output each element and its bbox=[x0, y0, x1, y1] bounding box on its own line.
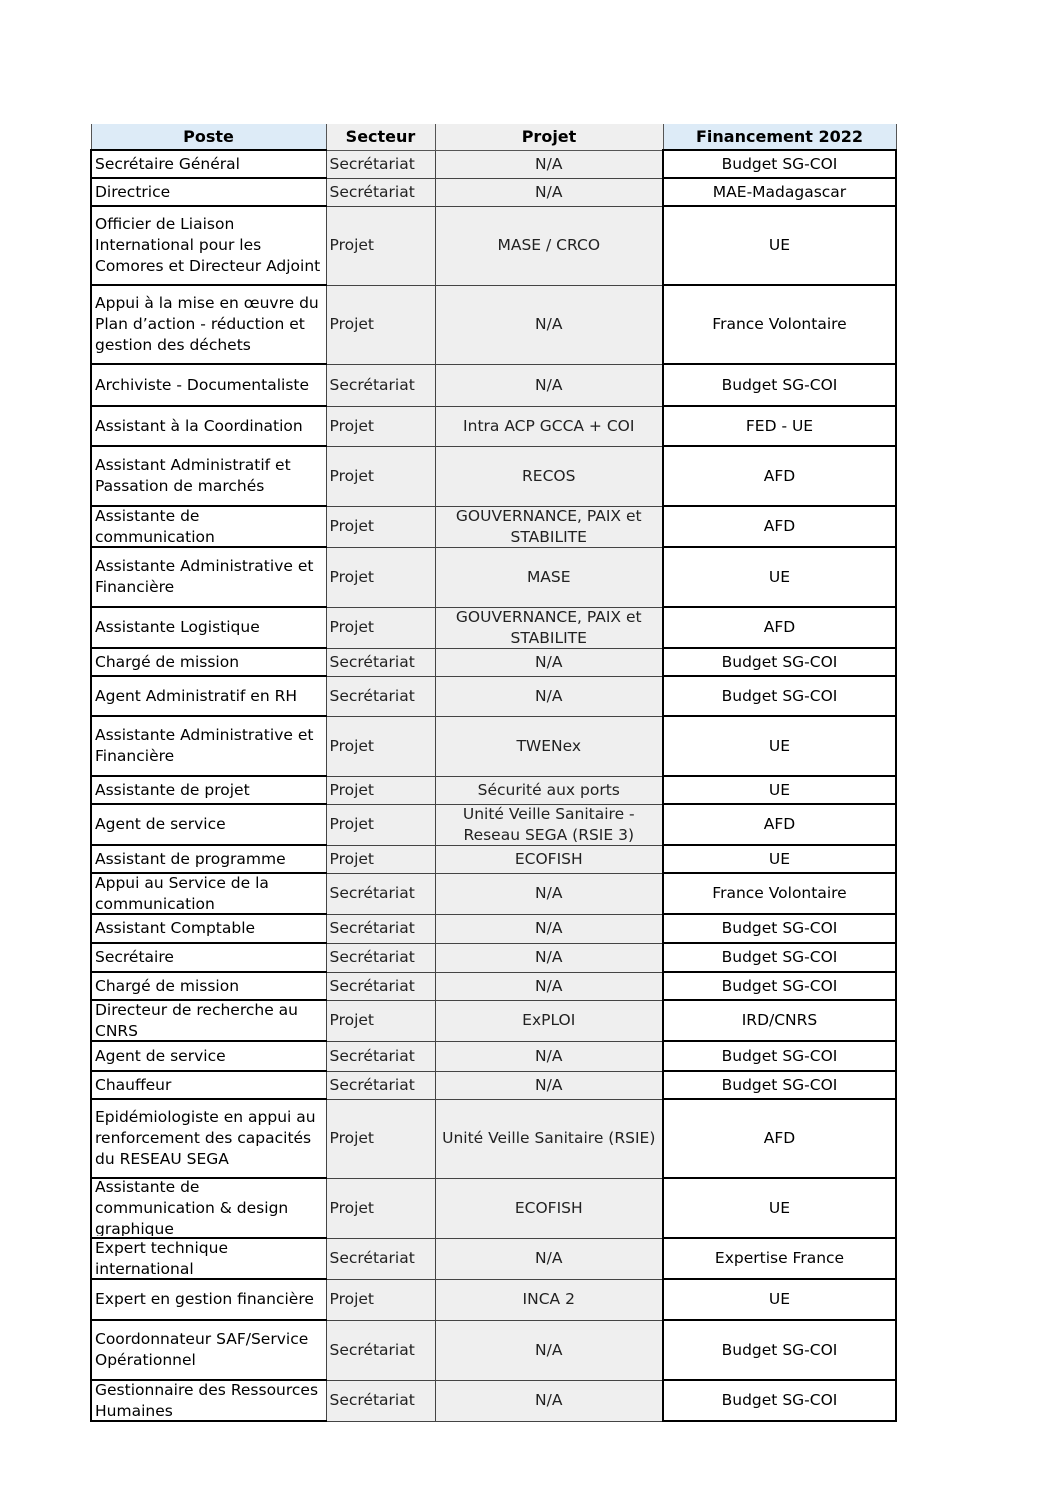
staff-funding-table bbox=[90, 124, 897, 1422]
cell-poste bbox=[91, 914, 326, 943]
secteur-text: Secrétariat bbox=[329, 919, 415, 937]
table-row bbox=[91, 1071, 896, 1099]
cell-projet bbox=[435, 943, 663, 972]
poste-text: Directrice bbox=[95, 182, 171, 201]
financement-text: UE bbox=[768, 736, 791, 755]
cell-projet bbox=[435, 845, 663, 873]
financement-text: AFD bbox=[763, 618, 796, 636]
table-row bbox=[91, 943, 896, 972]
cell-financement bbox=[663, 406, 896, 446]
cell-poste bbox=[91, 285, 326, 364]
financement-text: AFD bbox=[763, 1129, 796, 1147]
financement-text: Budget SG-COI bbox=[721, 686, 838, 705]
financement-text: FED - UE bbox=[745, 416, 814, 435]
cell-projet bbox=[435, 1380, 663, 1421]
cell-projet bbox=[435, 776, 663, 804]
cell-financement bbox=[663, 914, 896, 943]
cell-secteur bbox=[326, 1178, 435, 1238]
cell-secteur bbox=[326, 716, 435, 776]
secteur-text: Projet bbox=[329, 1011, 375, 1029]
poste-text: Assistante Logistique bbox=[95, 618, 260, 636]
secteur-text: Projet bbox=[329, 815, 375, 833]
cell-financement bbox=[663, 446, 896, 506]
cell-financement bbox=[663, 364, 896, 406]
projet-text: N/A bbox=[535, 686, 563, 705]
projet-text: N/A bbox=[535, 182, 563, 201]
poste-text: Expert technique international bbox=[95, 1240, 229, 1277]
cell-projet bbox=[435, 1279, 663, 1320]
cell-projet bbox=[435, 406, 663, 446]
cell-financement bbox=[663, 1099, 896, 1178]
poste-text: Agent Administratif en RH bbox=[95, 686, 298, 705]
cell-poste bbox=[91, 1041, 326, 1071]
cell-poste bbox=[91, 406, 326, 446]
cell-financement bbox=[663, 648, 896, 676]
table-row bbox=[91, 648, 896, 676]
table-row bbox=[91, 178, 896, 206]
cell-poste bbox=[91, 150, 326, 178]
financement-text: UE bbox=[768, 780, 791, 799]
table-row bbox=[91, 845, 896, 873]
financement-text: UE bbox=[768, 849, 791, 868]
cell-projet bbox=[435, 150, 663, 178]
poste-text: Assistante Administrative et Financière bbox=[95, 557, 314, 596]
poste-text: Archiviste - Documentaliste bbox=[95, 375, 310, 394]
table-row bbox=[91, 873, 896, 914]
financement-text: Budget SG-COI bbox=[721, 1391, 838, 1409]
poste-text: Secrétaire bbox=[95, 948, 174, 966]
cell-secteur bbox=[326, 178, 435, 206]
secteur-text: Secrétariat bbox=[329, 976, 415, 995]
cell-financement bbox=[663, 776, 896, 804]
financement-text: UE bbox=[768, 236, 791, 254]
financement-text: Budget SG-COI bbox=[721, 919, 838, 937]
cell-poste bbox=[91, 1071, 326, 1099]
projet-text: Unité Veille Sanitaire - Reseau SEGA (RSIE 3) bbox=[462, 806, 635, 843]
table-row bbox=[91, 285, 896, 364]
cell-poste bbox=[91, 1099, 326, 1178]
cell-projet bbox=[435, 446, 663, 506]
cell-poste bbox=[91, 446, 326, 506]
projet-text: N/A bbox=[535, 315, 563, 333]
cell-projet bbox=[435, 914, 663, 943]
cell-poste bbox=[91, 1380, 326, 1421]
cell-secteur bbox=[326, 446, 435, 506]
cell-projet bbox=[435, 873, 663, 914]
financement-text: MAE-Madagascar bbox=[712, 182, 847, 201]
projet-text: Intra ACP GCCA + COI bbox=[463, 416, 635, 435]
financement-text: AFD bbox=[763, 815, 796, 833]
secteur-text: Secrétariat bbox=[329, 948, 415, 966]
cell-projet bbox=[435, 285, 663, 364]
projet-text: INCA 2 bbox=[522, 1290, 575, 1308]
poste-text: Assistante de communication bbox=[95, 508, 215, 545]
cell-poste bbox=[91, 776, 326, 804]
header-financement: Financement 2022 bbox=[663, 124, 896, 150]
cell-financement bbox=[663, 1041, 896, 1071]
cell-projet bbox=[435, 1099, 663, 1178]
cell-projet bbox=[435, 178, 663, 206]
secteur-text: Secrétariat bbox=[329, 1340, 415, 1359]
projet-text: RECOS bbox=[522, 466, 576, 485]
projet-text: MASE / CRCO bbox=[497, 236, 601, 254]
cell-secteur bbox=[326, 1099, 435, 1178]
table-row bbox=[91, 1380, 896, 1421]
cell-poste bbox=[91, 1000, 326, 1041]
cell-financement bbox=[663, 1380, 896, 1421]
cell-projet bbox=[435, 1000, 663, 1041]
poste-text: Gestionnaire des Ressources Humaines bbox=[95, 1382, 319, 1419]
cell-financement bbox=[663, 150, 896, 178]
poste-text: Appui à la mise en œuvre du Plan d’action - réduction et gestion des déchets bbox=[95, 294, 319, 354]
financement-text: IRD/CNRS bbox=[741, 1011, 818, 1029]
financement-text: UE bbox=[768, 567, 791, 586]
cell-secteur bbox=[326, 364, 435, 406]
header-poste: Poste bbox=[91, 124, 326, 150]
secteur-text: Projet bbox=[329, 1198, 375, 1217]
table-row bbox=[91, 1000, 896, 1041]
financement-text: Budget SG-COI bbox=[721, 1340, 838, 1359]
financement-text: Budget SG-COI bbox=[721, 154, 838, 173]
financement-text: Budget SG-COI bbox=[721, 948, 838, 966]
table-row bbox=[91, 914, 896, 943]
projet-text: N/A bbox=[535, 948, 563, 966]
projet-text: GOUVERNANCE, PAIX et STABILITE bbox=[455, 609, 642, 646]
cell-secteur bbox=[326, 1041, 435, 1071]
table-row bbox=[91, 506, 896, 547]
table-row bbox=[91, 446, 896, 506]
projet-text: N/A bbox=[535, 1075, 563, 1094]
table-row bbox=[91, 1238, 896, 1279]
table-row bbox=[91, 1041, 896, 1071]
secteur-text: Projet bbox=[329, 618, 375, 636]
cell-secteur bbox=[326, 943, 435, 972]
secteur-text: Projet bbox=[329, 466, 375, 485]
cell-secteur bbox=[326, 1279, 435, 1320]
poste-text: Assistante Administrative et Financière bbox=[95, 726, 314, 765]
cell-financement bbox=[663, 804, 896, 845]
cell-projet bbox=[435, 676, 663, 716]
projet-text: MASE bbox=[526, 567, 571, 586]
table-row bbox=[91, 1320, 896, 1380]
table-row bbox=[91, 150, 896, 178]
poste-text: Assistant à la Coordination bbox=[95, 416, 303, 435]
secteur-text: Secrétariat bbox=[329, 1249, 415, 1267]
cell-projet bbox=[435, 1178, 663, 1238]
secteur-text: Secrétariat bbox=[329, 375, 415, 394]
projet-text: N/A bbox=[535, 1391, 563, 1409]
poste-text: Chargé de mission bbox=[95, 976, 240, 995]
table-row bbox=[91, 716, 896, 776]
cell-secteur bbox=[326, 506, 435, 547]
secteur-text: Secrétariat bbox=[329, 652, 415, 671]
projet-text: N/A bbox=[535, 652, 563, 671]
cell-financement bbox=[663, 285, 896, 364]
secteur-text: Secrétariat bbox=[329, 686, 415, 705]
projet-text: N/A bbox=[535, 884, 563, 902]
secteur-text: Projet bbox=[329, 236, 375, 254]
projet-text: ExPLOI bbox=[522, 1011, 576, 1029]
table-row bbox=[91, 406, 896, 446]
poste-text: Directeur de recherche au CNRS bbox=[95, 1002, 298, 1039]
cell-poste bbox=[91, 845, 326, 873]
projet-text: ECOFISH bbox=[514, 1198, 583, 1217]
cell-financement bbox=[663, 845, 896, 873]
cell-secteur bbox=[326, 607, 435, 648]
cell-projet bbox=[435, 804, 663, 845]
secteur-text: Secrétariat bbox=[329, 1075, 415, 1094]
cell-financement bbox=[663, 1320, 896, 1380]
poste-text: Assistante de communication & design graphique bbox=[95, 1180, 289, 1236]
cell-poste bbox=[91, 206, 326, 285]
cell-poste bbox=[91, 972, 326, 1000]
secteur-text: Secrétariat bbox=[329, 182, 415, 201]
cell-financement bbox=[663, 943, 896, 972]
cell-poste bbox=[91, 1320, 326, 1380]
projet-text: Sécurité aux ports bbox=[477, 780, 620, 799]
financement-text: UE bbox=[768, 1198, 791, 1217]
cell-secteur bbox=[326, 776, 435, 804]
cell-poste bbox=[91, 547, 326, 607]
cell-secteur bbox=[326, 972, 435, 1000]
cell-financement bbox=[663, 972, 896, 1000]
table-row bbox=[91, 364, 896, 406]
financement-text: AFD bbox=[763, 466, 796, 485]
cell-secteur bbox=[326, 676, 435, 716]
cell-poste bbox=[91, 364, 326, 406]
cell-secteur bbox=[326, 648, 435, 676]
cell-poste bbox=[91, 648, 326, 676]
cell-poste bbox=[91, 1238, 326, 1279]
cell-financement bbox=[663, 1279, 896, 1320]
header-secteur: Secteur bbox=[326, 124, 435, 150]
cell-poste bbox=[91, 804, 326, 845]
cell-secteur bbox=[326, 1238, 435, 1279]
poste-text: Agent de service bbox=[95, 815, 226, 833]
cell-secteur bbox=[326, 1320, 435, 1380]
financement-text: Budget SG-COI bbox=[721, 976, 838, 995]
cell-financement bbox=[663, 1000, 896, 1041]
cell-financement bbox=[663, 873, 896, 914]
financement-text: France Volontaire bbox=[712, 315, 847, 333]
poste-text: Expert en gestion financière bbox=[95, 1290, 314, 1308]
cell-financement bbox=[663, 206, 896, 285]
financement-text: AFD bbox=[763, 517, 796, 535]
cell-secteur bbox=[326, 285, 435, 364]
financement-text: Budget SG-COI bbox=[721, 1046, 838, 1065]
secteur-text: Projet bbox=[329, 416, 375, 435]
cell-projet bbox=[435, 972, 663, 1000]
cell-financement bbox=[663, 1178, 896, 1238]
projet-text: N/A bbox=[535, 1046, 563, 1065]
cell-financement bbox=[663, 178, 896, 206]
table-row bbox=[91, 776, 896, 804]
secteur-text: Secrétariat bbox=[329, 1046, 415, 1065]
projet-text: N/A bbox=[535, 919, 563, 937]
cell-poste bbox=[91, 873, 326, 914]
financement-text: UE bbox=[768, 1290, 791, 1308]
financement-text: Budget SG-COI bbox=[721, 652, 838, 671]
poste-text: Epidémiologiste en appui au renforcement des capacités du RESEAU SEGA bbox=[95, 1108, 316, 1168]
cell-financement bbox=[663, 716, 896, 776]
secteur-text: Secrétariat bbox=[329, 884, 415, 902]
poste-text: Assistant Administratif et Passation de marchés bbox=[95, 456, 291, 495]
cell-financement bbox=[663, 547, 896, 607]
poste-text: Assistant Comptable bbox=[95, 919, 256, 937]
table-row bbox=[91, 676, 896, 716]
cell-projet bbox=[435, 1041, 663, 1071]
header-projet: Projet bbox=[435, 124, 663, 150]
financement-text: Budget SG-COI bbox=[721, 1075, 838, 1094]
cell-secteur bbox=[326, 150, 435, 178]
secteur-text: Projet bbox=[329, 315, 375, 333]
projet-text: TWENex bbox=[516, 736, 582, 755]
cell-projet bbox=[435, 506, 663, 547]
table-row bbox=[91, 1099, 896, 1178]
table-row bbox=[91, 206, 896, 285]
table-row bbox=[91, 804, 896, 845]
cell-secteur bbox=[326, 406, 435, 446]
secteur-text: Projet bbox=[329, 1129, 375, 1147]
cell-financement bbox=[663, 607, 896, 648]
cell-projet bbox=[435, 1071, 663, 1099]
poste-text: Assistant de programme bbox=[95, 849, 286, 868]
table-row bbox=[91, 972, 896, 1000]
cell-poste bbox=[91, 943, 326, 972]
cell-financement bbox=[663, 1238, 896, 1279]
secteur-text: Projet bbox=[329, 517, 375, 535]
poste-text: Agent de service bbox=[95, 1046, 226, 1065]
projet-text: ECOFISH bbox=[514, 849, 583, 868]
projet-text: N/A bbox=[535, 1249, 563, 1267]
cell-poste bbox=[91, 178, 326, 206]
cell-poste bbox=[91, 1178, 326, 1238]
projet-text: N/A bbox=[535, 154, 563, 173]
secteur-text: Projet bbox=[329, 780, 375, 799]
secteur-text: Projet bbox=[329, 1290, 375, 1308]
cell-projet bbox=[435, 364, 663, 406]
table-row bbox=[91, 1279, 896, 1320]
cell-projet bbox=[435, 1320, 663, 1380]
cell-poste bbox=[91, 716, 326, 776]
cell-projet bbox=[435, 206, 663, 285]
cell-financement bbox=[663, 676, 896, 716]
cell-poste bbox=[91, 506, 326, 547]
table-row bbox=[91, 1178, 896, 1238]
cell-financement bbox=[663, 1071, 896, 1099]
cell-secteur bbox=[326, 873, 435, 914]
financement-text: France Volontaire bbox=[712, 884, 847, 902]
financement-text: Budget SG-COI bbox=[721, 375, 838, 394]
projet-text: N/A bbox=[535, 375, 563, 394]
poste-text: Appui au Service de la communication bbox=[95, 875, 269, 912]
poste-text: Officier de Liaison International pour les Comores et Directeur Adjoint bbox=[95, 215, 321, 275]
poste-text: Assistante de projet bbox=[95, 780, 250, 799]
cell-projet bbox=[435, 648, 663, 676]
cell-projet bbox=[435, 607, 663, 648]
cell-projet bbox=[435, 716, 663, 776]
secteur-text: Secrétariat bbox=[329, 154, 415, 173]
cell-secteur bbox=[326, 804, 435, 845]
cell-secteur bbox=[326, 206, 435, 285]
secteur-text: Projet bbox=[329, 567, 375, 586]
cell-projet bbox=[435, 1238, 663, 1279]
poste-text: Coordonnateur SAF/Service Opérationnel bbox=[95, 1330, 309, 1369]
cell-secteur bbox=[326, 1071, 435, 1099]
cell-poste bbox=[91, 607, 326, 648]
projet-text: N/A bbox=[535, 976, 563, 995]
cell-secteur bbox=[326, 914, 435, 943]
poste-text: Chauffeur bbox=[95, 1075, 172, 1094]
cell-poste bbox=[91, 1279, 326, 1320]
table-row bbox=[91, 547, 896, 607]
table-row bbox=[91, 607, 896, 648]
cell-secteur bbox=[326, 845, 435, 873]
secteur-text: Secrétariat bbox=[329, 1391, 415, 1409]
poste-text: Secrétaire Général bbox=[95, 154, 240, 173]
projet-text: GOUVERNANCE, PAIX et STABILITE bbox=[455, 508, 642, 545]
poste-text: Chargé de mission bbox=[95, 652, 240, 671]
cell-projet bbox=[435, 547, 663, 607]
cell-secteur bbox=[326, 1000, 435, 1041]
projet-text: N/A bbox=[535, 1340, 563, 1359]
projet-text: Unité Veille Sanitaire (RSIE) bbox=[442, 1129, 656, 1147]
cell-secteur bbox=[326, 547, 435, 607]
financement-text: Expertise France bbox=[714, 1249, 845, 1267]
header-row bbox=[91, 124, 896, 150]
secteur-text: Projet bbox=[329, 736, 375, 755]
secteur-text: Projet bbox=[329, 849, 375, 868]
cell-poste bbox=[91, 676, 326, 716]
cell-secteur bbox=[326, 1380, 435, 1421]
cell-financement bbox=[663, 506, 896, 547]
